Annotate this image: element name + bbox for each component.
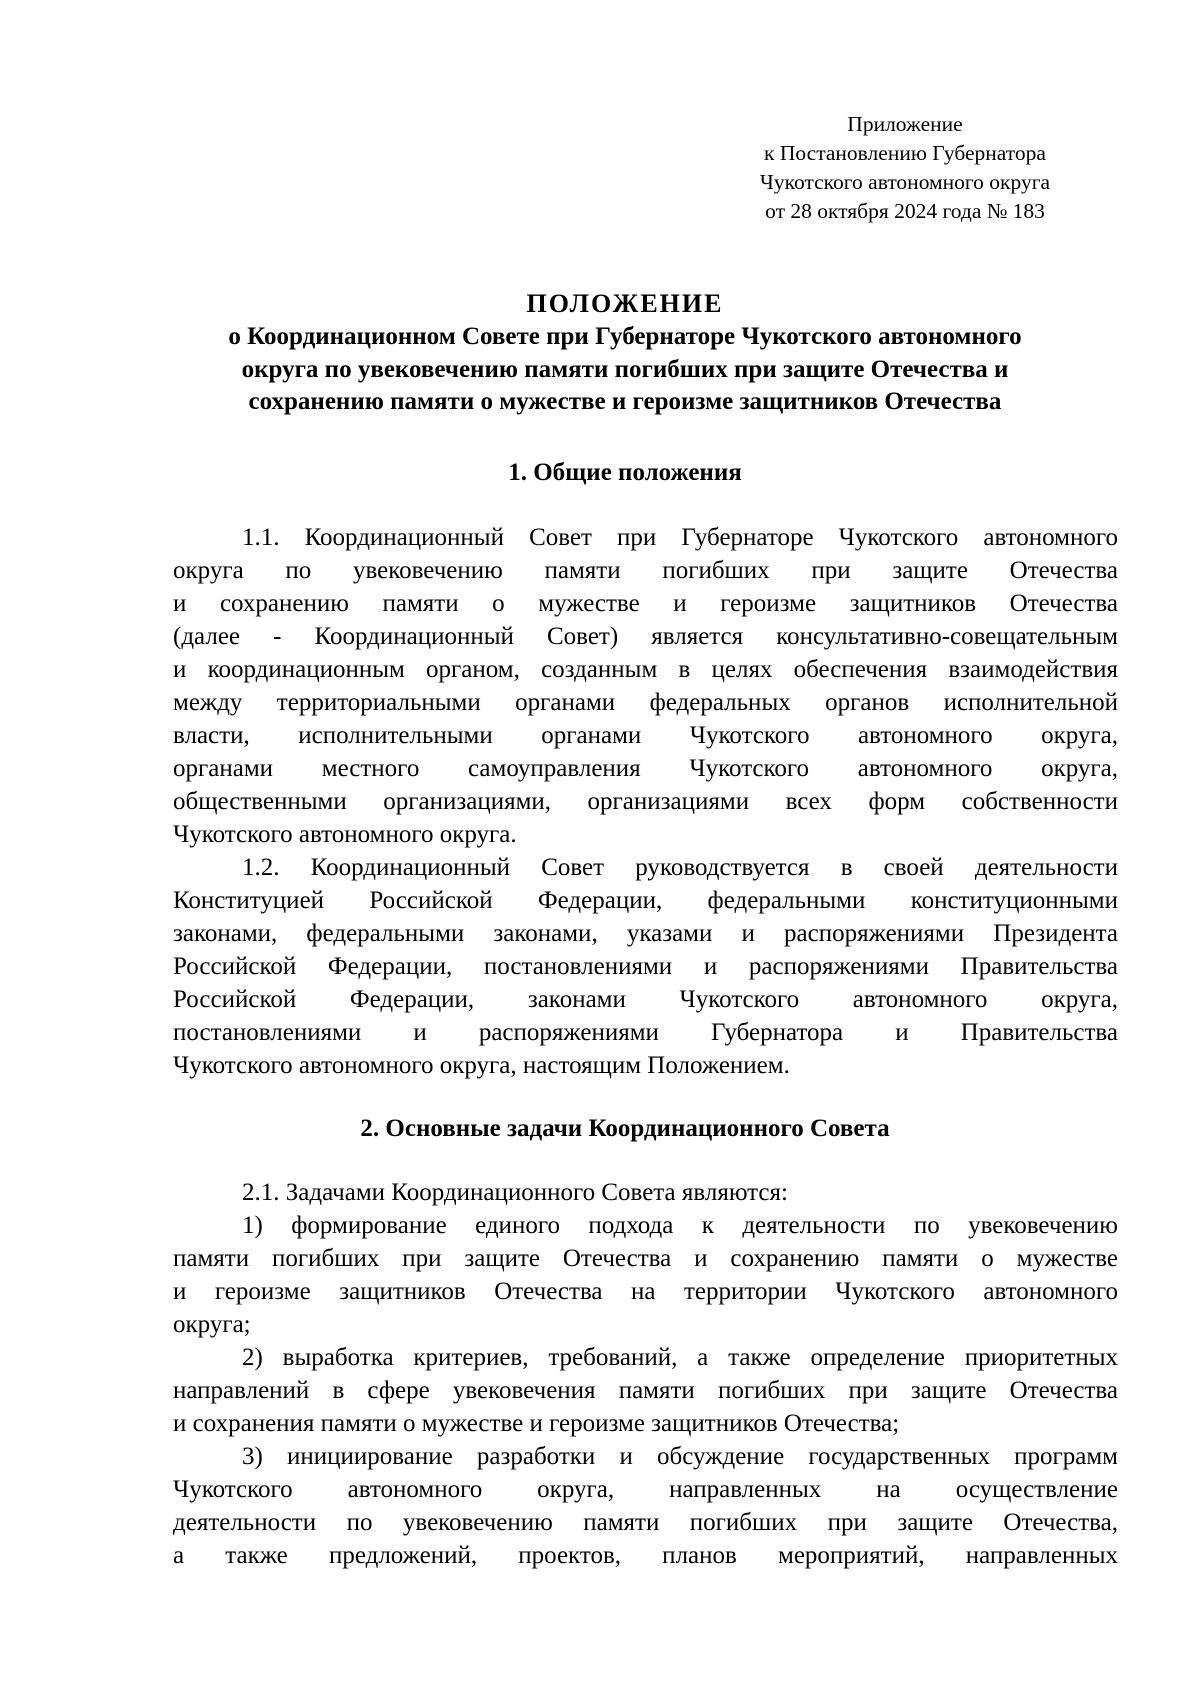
- task-item-2: [173, 1341, 1118, 1440]
- text-line: 1) формирование единого подхода к деятельности по увековечению: [242, 1212, 1118, 1239]
- subtitle-line: округа по увековечению памяти погибших при защите Отечества и: [241, 355, 1009, 383]
- task-item-3: [173, 1440, 1118, 1572]
- text-line: и сохранения памяти о мужестве и героизме защитников Отечества;: [173, 1410, 900, 1437]
- subtitle-line: сохранению памяти о мужестве и героизме защитников Отечества: [248, 388, 1002, 415]
- document-subtitle: [160, 321, 1090, 419]
- text-line: постановлениями и распоряжениями Губернатора и Правительства: [173, 1019, 1118, 1046]
- text-line: Чукотского автономного округа.: [173, 821, 517, 848]
- appendix-line: от 28 октября 2024 года № 183: [765, 199, 1045, 223]
- text-line: 2.1. Задачами Координационного Совета являются:: [242, 1179, 788, 1206]
- appendix-line: Приложение: [847, 112, 963, 136]
- text-line: органами местного самоуправления Чукотского автономного округа,: [173, 755, 1118, 782]
- text-line: округа;: [173, 1311, 251, 1338]
- text-line: деятельности по увековечению памяти погибших при защите Отечества,: [173, 1509, 1118, 1536]
- appendix-line: Чукотского автономного округа: [759, 170, 1051, 194]
- paragraph-1-1: [173, 521, 1118, 851]
- text-line: 1.2. Координационный Совет руководствуется в своей деятельности: [242, 854, 1118, 881]
- text-line: 3) инициирование разработки и обсуждение государственных программ: [242, 1443, 1118, 1470]
- appendix-line: к Постановлению Губернатора: [764, 141, 1046, 165]
- task-item-1: [173, 1209, 1118, 1341]
- text-line: Конституцией Российской Федерации, федеральными конституционными: [173, 887, 1118, 914]
- text-line: Чукотского автономного округа, направленных на осуществление: [173, 1476, 1118, 1503]
- text-line: и сохранению памяти о мужестве и героизме защитников Отечества: [173, 590, 1118, 617]
- text-line: 1.1. Координационный Совет при Губернаторе Чукотского автономного: [242, 524, 1118, 551]
- document-title-block: [160, 287, 1090, 419]
- appendix-header: [730, 110, 1080, 226]
- text-line: (далее - Координационный Совет) является консультативно-совещательным: [173, 623, 1118, 650]
- paragraph-1-2: [173, 851, 1118, 1082]
- paragraph-2-1: [173, 1176, 1118, 1209]
- text-line: 2) выработка критериев, требований, а также определение приоритетных: [242, 1344, 1118, 1371]
- section-2-heading: 2. Основные задачи Координационного Совета: [360, 1115, 890, 1142]
- subtitle-line: о Координационном Совете при Губернаторе Чукотского автономного: [228, 323, 1022, 350]
- text-line: общественными организациями, организациями всех форм собственности: [173, 788, 1118, 815]
- text-line: законами, федеральными законами, указами и распоряжениями Президента: [173, 920, 1118, 947]
- text-line: округа по увековечению памяти погибших при защите Отечества: [173, 557, 1118, 584]
- text-line: памяти погибших при защите Отечества и сохранению памяти о мужестве: [173, 1245, 1118, 1272]
- text-line: и координационным органом, созданным в целях обеспечения взаимодействия: [173, 656, 1118, 683]
- section-1-heading: 1. Общие положения: [508, 459, 742, 486]
- text-line: между территориальными органами федеральных органов исполнительной: [173, 689, 1118, 716]
- document-title: ПОЛОЖЕНИЕ: [526, 289, 724, 318]
- text-line: Российской Федерации, постановлениями и распоряжениями Правительства: [173, 953, 1118, 980]
- text-line: Чукотского автономного округа, настоящим Положением.: [173, 1052, 790, 1079]
- text-line: Российской Федерации, законами Чукотского автономного округа,: [173, 986, 1118, 1013]
- text-line: направлений в сфере увековечения памяти погибших при защите Отечества: [173, 1377, 1118, 1404]
- text-line: а также предложений, проектов, планов мероприятий, направленных: [173, 1542, 1118, 1569]
- text-line: и героизме защитников Отечества на территории Чукотского автономного: [173, 1278, 1118, 1305]
- text-line: власти, исполнительными органами Чукотского автономного округа,: [173, 722, 1118, 749]
